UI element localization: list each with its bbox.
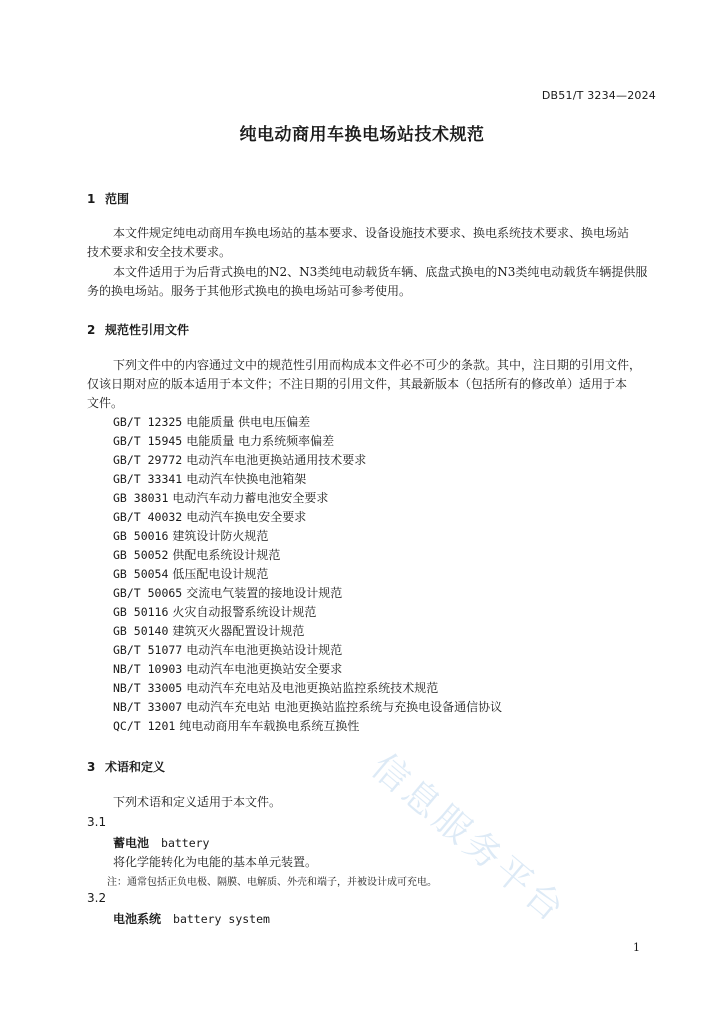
- term-english: battery system: [173, 912, 270, 926]
- term-note: 注：通常包括正负电极、隔膜、电解质、外壳和端子，并被设计成可充电。: [107, 877, 437, 888]
- term-definition: 将化学能转化为电能的基本单元装置。: [113, 855, 318, 869]
- reference-item: GB/T 51077 电动汽车电池更换站设计规范: [113, 643, 343, 657]
- reference-item: GB/T 12325 电能质量 供电电压偏差: [113, 415, 311, 429]
- section-title: 规范性引用文件: [105, 323, 190, 337]
- reference-item: GB/T 40032 电动汽车换电安全要求: [113, 510, 307, 524]
- standard-code: DB51/T 3234—2024: [541, 89, 656, 102]
- section-title: 术语和定义: [105, 760, 166, 774]
- text-line: 务的换电场站。服务于其他形式换电的换电场站可参考使用。: [87, 284, 412, 298]
- document-title: 纯电动商用车换电场站技术规范: [239, 125, 485, 145]
- section-title: 范围: [105, 192, 130, 206]
- reference-item: NB/T 10903 电动汽车电池更换站安全要求: [113, 662, 343, 676]
- text-line: 下列文件中的内容通过文中的规范性引用而构成本文件必不可少的条款。其中，注日期的引用文件，: [113, 358, 642, 372]
- reference-item: GB/T 50065 交流电气装置的接地设计规范: [113, 586, 343, 600]
- term-entry: [113, 910, 270, 927]
- scope-paragraph-1: [87, 224, 657, 262]
- text-line: 技术要求和安全技术要求。: [87, 245, 232, 259]
- reference-item: GB/T 29772 电动汽车电池更换站通用技术要求: [113, 453, 367, 467]
- reference-item: GB 50052 供配电系统设计规范: [113, 548, 281, 562]
- section-number: 1: [87, 192, 96, 206]
- term-number: 3.2: [87, 891, 107, 905]
- text-line: 仅该日期对应的版本适用于本文件；不注日期的引用文件，其最新版本（包括所有的修改单）适用于本: [87, 377, 628, 391]
- text-line: 本文件适用于为后背式换电的N2、N3类纯电动载货车辆、底盘式换电的N3类纯电动载货车辆提供服: [113, 265, 648, 279]
- reference-item: GB/T 15945 电能质量 电力系统频率偏差: [113, 434, 335, 448]
- term-number: 3.1: [87, 815, 107, 829]
- reference-item: GB 50016 建筑设计防火规范: [113, 529, 269, 543]
- section-3-heading: [87, 758, 165, 775]
- normative-intro-paragraph: [87, 356, 657, 413]
- page-number: 1: [633, 941, 640, 954]
- reference-item: GB 50140 建筑灭火器配置设计规范: [113, 624, 305, 638]
- section-1-heading: [87, 190, 129, 207]
- reference-item: GB/T 33341 电动汽车快换电池箱架: [113, 472, 307, 486]
- term-entry: [113, 834, 209, 851]
- term-chinese: 蓄电池: [113, 836, 150, 850]
- terms-intro-paragraph: [87, 793, 657, 812]
- reference-item: NB/T 33005 电动汽车充电站及电池更换站监控系统技术规范: [113, 681, 439, 695]
- term-english: battery: [161, 836, 210, 850]
- text-line: 本文件规定纯电动商用车换电场站的基本要求、设备设施技术要求、换电系统技术要求、换电场站: [113, 226, 630, 240]
- section-number: 2: [87, 323, 96, 337]
- section-number: 3: [87, 760, 96, 774]
- reference-item: QC/T 1201 纯电动商用车车载换电系统互换性: [113, 719, 360, 733]
- reference-item: GB 38031 电动汽车动力蓄电池安全要求: [113, 491, 329, 505]
- scope-paragraph-2: [87, 263, 657, 301]
- section-2-heading: [87, 321, 189, 338]
- reference-item: GB 50054 低压配电设计规范: [113, 567, 269, 581]
- term-chinese: 电池系统: [113, 912, 162, 926]
- text-line: 文件。: [87, 396, 124, 410]
- reference-item: GB 50116 火灾自动报警系统设计规范: [113, 605, 317, 619]
- text-line: 下列术语和定义适用于本文件。: [113, 795, 282, 809]
- watermark-image: 信息服务平台: [363, 746, 574, 932]
- reference-item: NB/T 33007 电动汽车充电站 电池更换站监控系统与充换电设备通信协议: [113, 700, 503, 714]
